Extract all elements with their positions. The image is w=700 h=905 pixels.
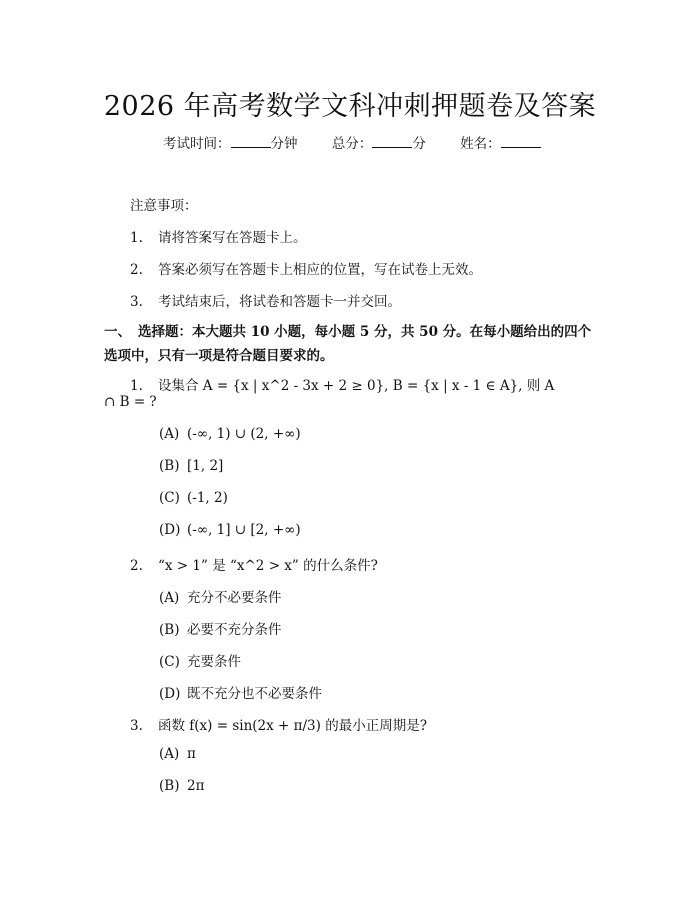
exam-meta	[163, 132, 541, 152]
notice-num: 3.	[130, 294, 143, 310]
section-label: 一、	[104, 324, 131, 340]
option	[159, 490, 228, 506]
section-heading	[104, 320, 604, 368]
notice-num: 1.	[130, 230, 143, 246]
option-text: 充分不必要条件	[187, 590, 282, 606]
question-num: 3.	[130, 718, 143, 734]
option	[159, 586, 282, 606]
notice-item	[130, 226, 307, 246]
score-blank	[372, 135, 412, 148]
option-tag: (B)	[159, 458, 180, 474]
question	[130, 554, 378, 574]
option-tag: (D)	[159, 686, 181, 702]
question-num: 1.	[130, 378, 143, 394]
option	[159, 682, 322, 702]
option-text: π	[187, 746, 196, 762]
option-tag: (A)	[159, 590, 180, 606]
notice-item	[130, 290, 401, 310]
question	[130, 374, 554, 394]
option-tag: (A)	[159, 426, 180, 442]
score-label: 总分：	[331, 136, 373, 152]
name-blank	[501, 135, 541, 148]
time-blank	[231, 135, 271, 148]
document-title: 2026 年高考数学文科冲刺押题卷及答案	[103, 91, 597, 122]
option	[159, 650, 241, 670]
option-text: 必要不充分条件	[187, 622, 282, 638]
option-tag: (C)	[159, 490, 180, 506]
notice-text: 答案必须写在答题卡上相应的位置，写在试卷上无效。	[158, 262, 482, 278]
option	[159, 618, 282, 638]
option	[159, 778, 204, 794]
notice-text: 考试结束后，将试卷和答题卡一并交回。	[158, 294, 401, 310]
option-tag: (B)	[159, 622, 180, 638]
option-text: 2π	[187, 778, 205, 794]
notice-item	[130, 258, 482, 278]
question-text-continued: ∩ B = ?	[104, 394, 157, 410]
option	[159, 522, 301, 538]
option	[159, 426, 301, 442]
time-label: 考试时间：	[163, 136, 231, 152]
option-tag: (B)	[159, 778, 180, 794]
option-text: 既不充分也不必要条件	[187, 686, 322, 702]
time-unit: 分钟	[270, 136, 298, 152]
question-num: 2.	[130, 558, 143, 574]
notice-num: 2.	[130, 262, 143, 278]
option-text: (-∞, 1) ∪ (2, +∞)	[187, 426, 301, 442]
question-text: 函数 f(x) = sin(2x + π/3) 的最小正周期是?	[158, 718, 427, 734]
option-tag: (A)	[159, 746, 180, 762]
question-text: “x > 1” 是 “x^2 > x” 的什么条件?	[158, 558, 378, 574]
notice-heading: 注意事项：	[130, 198, 198, 214]
name-label: 姓名：	[460, 136, 501, 152]
notice-text: 请将答案写在答题卡上。	[158, 230, 307, 246]
option-text: 充要条件	[187, 654, 241, 670]
option	[159, 746, 196, 762]
option-text: (-1, 2)	[187, 490, 228, 506]
score-unit: 分	[412, 136, 426, 152]
option-text: (-∞, 1] ∪ [2, +∞)	[187, 522, 301, 538]
option-tag: (D)	[159, 522, 181, 538]
option-tag: (C)	[159, 654, 180, 670]
option-text: [1, 2]	[187, 458, 224, 474]
question-text: 设集合 A = {x | x^2 - 3x + 2 ≥ 0}, B = {x | x - 1 ∈ A}, 则 A	[158, 378, 555, 394]
section-text: 选择题：本大题共 10 小题，每小题 5 分，共 50 分。在每小题给出的四个选项中，只有一项是符合题目要求的。	[104, 324, 592, 364]
option	[159, 458, 223, 474]
question	[130, 714, 427, 734]
